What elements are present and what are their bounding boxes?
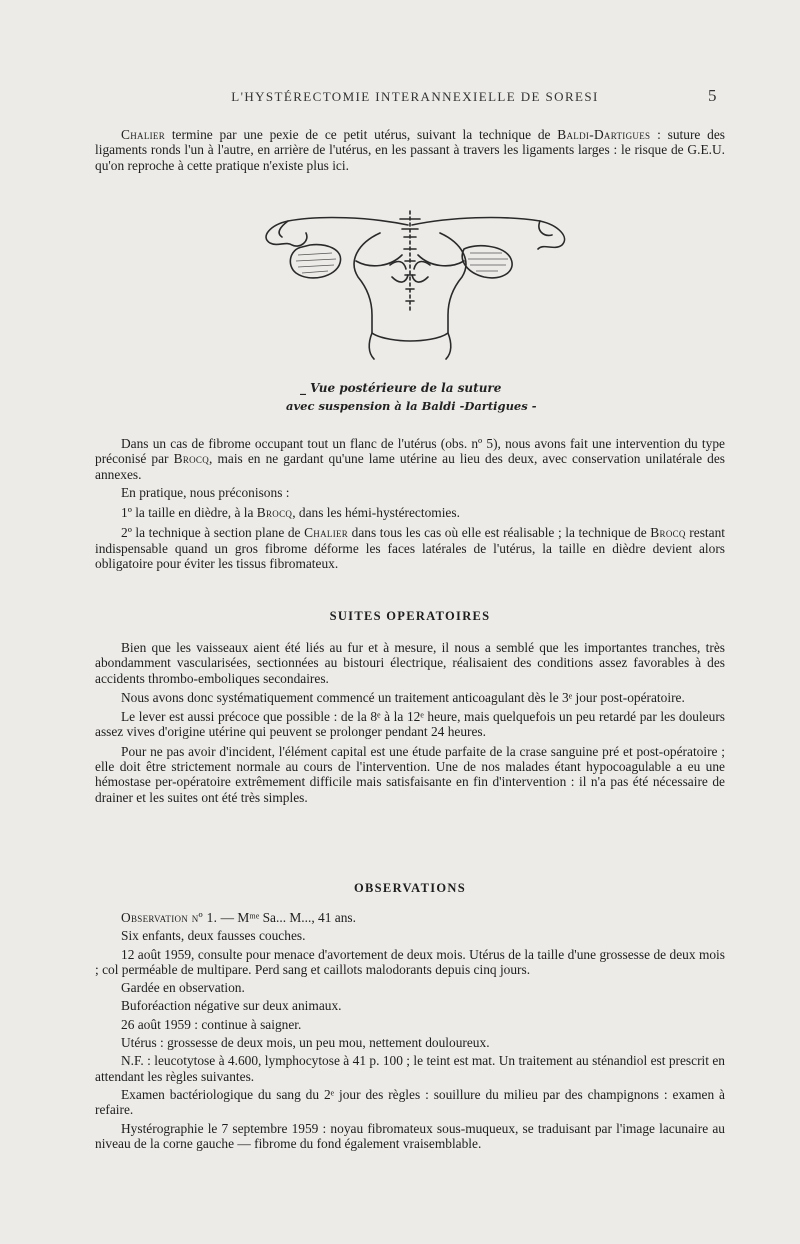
observation-label: Observation nº 1.	[121, 910, 218, 925]
technique-name: Baldi-Dartigues	[557, 127, 651, 142]
suites-paragraph-2: Nous avons donc systématiquement commencé un traitement anticoagulant dès le 3ᵉ jour post-opératoire.	[121, 689, 685, 705]
running-title: L'HYSTÉRECTOMIE INTERANNEXIELLE DE SORESI	[231, 89, 599, 104]
page-number: 5	[708, 86, 717, 105]
observation-line: Six enfants, deux fausses couches.	[121, 928, 306, 944]
item-1-text-b: , dans les hémi-hystérectomies.	[292, 505, 460, 521]
suites-section	[95, 640, 725, 805]
observation-line: Utérus : grossesse de deux mois, un peu mou, nettement douloureux.	[121, 1035, 490, 1051]
observation-line: 26 août 1959 : continue à saigner.	[121, 1016, 302, 1032]
figure-caption-line-1: _ Vue postérieure de la suture	[300, 381, 502, 395]
intro-paragraph	[95, 127, 725, 173]
intro-text-b: : suture des ligaments ronds l'un à l'autre, en arrière de l'utérus, en les passant à travers les ligaments larges : le risque de G.E.U. qu'on reproche à cette pratique n'existe plus ici.	[95, 127, 726, 173]
fibrome-paragraph	[95, 436, 725, 482]
item-2-text-c: restant indispensable quand un gros fibrome déforme les faces latérales de l'utérus, la taille en dièdre devient alors obligatoire pour éviter les tissus fibromateux.	[95, 525, 725, 572]
item-2-text-a: 2º la technique à section plane de	[121, 525, 305, 541]
observation-heading	[95, 910, 725, 925]
author-name: Chalier	[304, 525, 349, 541]
section-title-suites: SUITES OPERATOIRES	[329, 609, 491, 623]
author-name: Chalier	[121, 127, 166, 142]
pratique-paragraph: En pratique, nous préconisons :	[121, 484, 290, 500]
figure-caption-line-2: avec suspension à la Baldi -Dartigues -	[286, 399, 537, 413]
intro-text-a: termine par une pexie de ce petit utérus, suivant la technique de	[165, 127, 558, 142]
observation-line: Buforéaction négative sur deux animaux.	[121, 998, 342, 1014]
observation-line: N.F. : leucotytose à 4.600, lymphocytose à 41 p. 100 ; le teint est mat. Un traitement au sténandiol est prescrit en attendant les règles suivantes.	[95, 1053, 725, 1084]
observation-patient: — Mᵐᵉ Sa... M..., 41 ans.	[217, 910, 356, 925]
item-2-text-b: dans tous les cas où elle est réalisable ; la technique de	[348, 525, 651, 541]
observation-line: Examen bactériologique du sang du 2ᵉ jour des règles : souillure du milieu par des champignons : examen à refaire.	[95, 1086, 725, 1118]
observation-line: 12 août 1959, consulte pour menace d'avortement de deux mois. Utérus de la taille d'une grossesse de deux mois ; col perméable de multipare. Perd sang et caillots malodorants depuis cinq jours.	[95, 946, 725, 977]
body-section	[95, 436, 725, 571]
item-1-text-a: 1º la taille en dièdre, à la	[121, 505, 257, 521]
author-name: Brocq	[173, 451, 210, 467]
observation-line: Gardée en observation.	[121, 980, 245, 996]
item-2-paragraph	[95, 525, 725, 571]
author-name: Brocq	[650, 525, 686, 541]
item-1-paragraph	[95, 505, 725, 520]
observations-section	[95, 910, 725, 1151]
fibrome-text-a: Dans un cas de fibrome occupant tout un flanc de l'utérus (obs. nº 5), nous avons fait une intervention du type préconisé par	[95, 436, 725, 467]
suites-paragraph-1: Bien que les vaisseaux aient été liés au fur et à mesure, il nous a semblé que les importantes tranches, très abondamment vascularisées, sectionnées au bistouri électrique, réalisaient des conditions assez favorables à des accidents thrombo-emboliques secondaires.	[95, 640, 725, 686]
fibrome-text-b: , mais en ne gardant qu'une lame utérine au lieu des deux, avec conservation unilatérale des annexes.	[95, 451, 725, 482]
author-name: Brocq	[256, 505, 293, 521]
suites-paragraph-3: Le lever est aussi précoce que possible : de la 8ᵉ à la 12ᵉ heure, mais quelquefois un peu retardé par les douleurs assez vives d'origine utérine qui peuvent se prolonger pendant 24 heures.	[95, 709, 725, 740]
suites-paragraph-4: Pour ne pas avoir d'incident, l'élément capital est une étude parfaite de la crase sanguine pré et post-opératoire ; elle doit être strictement normale au cours de l'intervention. Une de nos malades étant hypocoagulable a eu une hémostase per-opératoire extrêmement difficile mais satisfaisante en fin d'intervention : il n'a pas été nécessaire de drainer et les suites ont été très simples.	[95, 743, 725, 805]
section-title-observations: OBSERVATIONS	[354, 881, 466, 895]
observation-line: Hystérographie le 7 septembre 1959 : noyau fibromateux sous-muqueux, se traduisant par l'image lacunaire au niveau de la corne gauche — fibrome du fond également vraisemblable.	[95, 1120, 725, 1151]
